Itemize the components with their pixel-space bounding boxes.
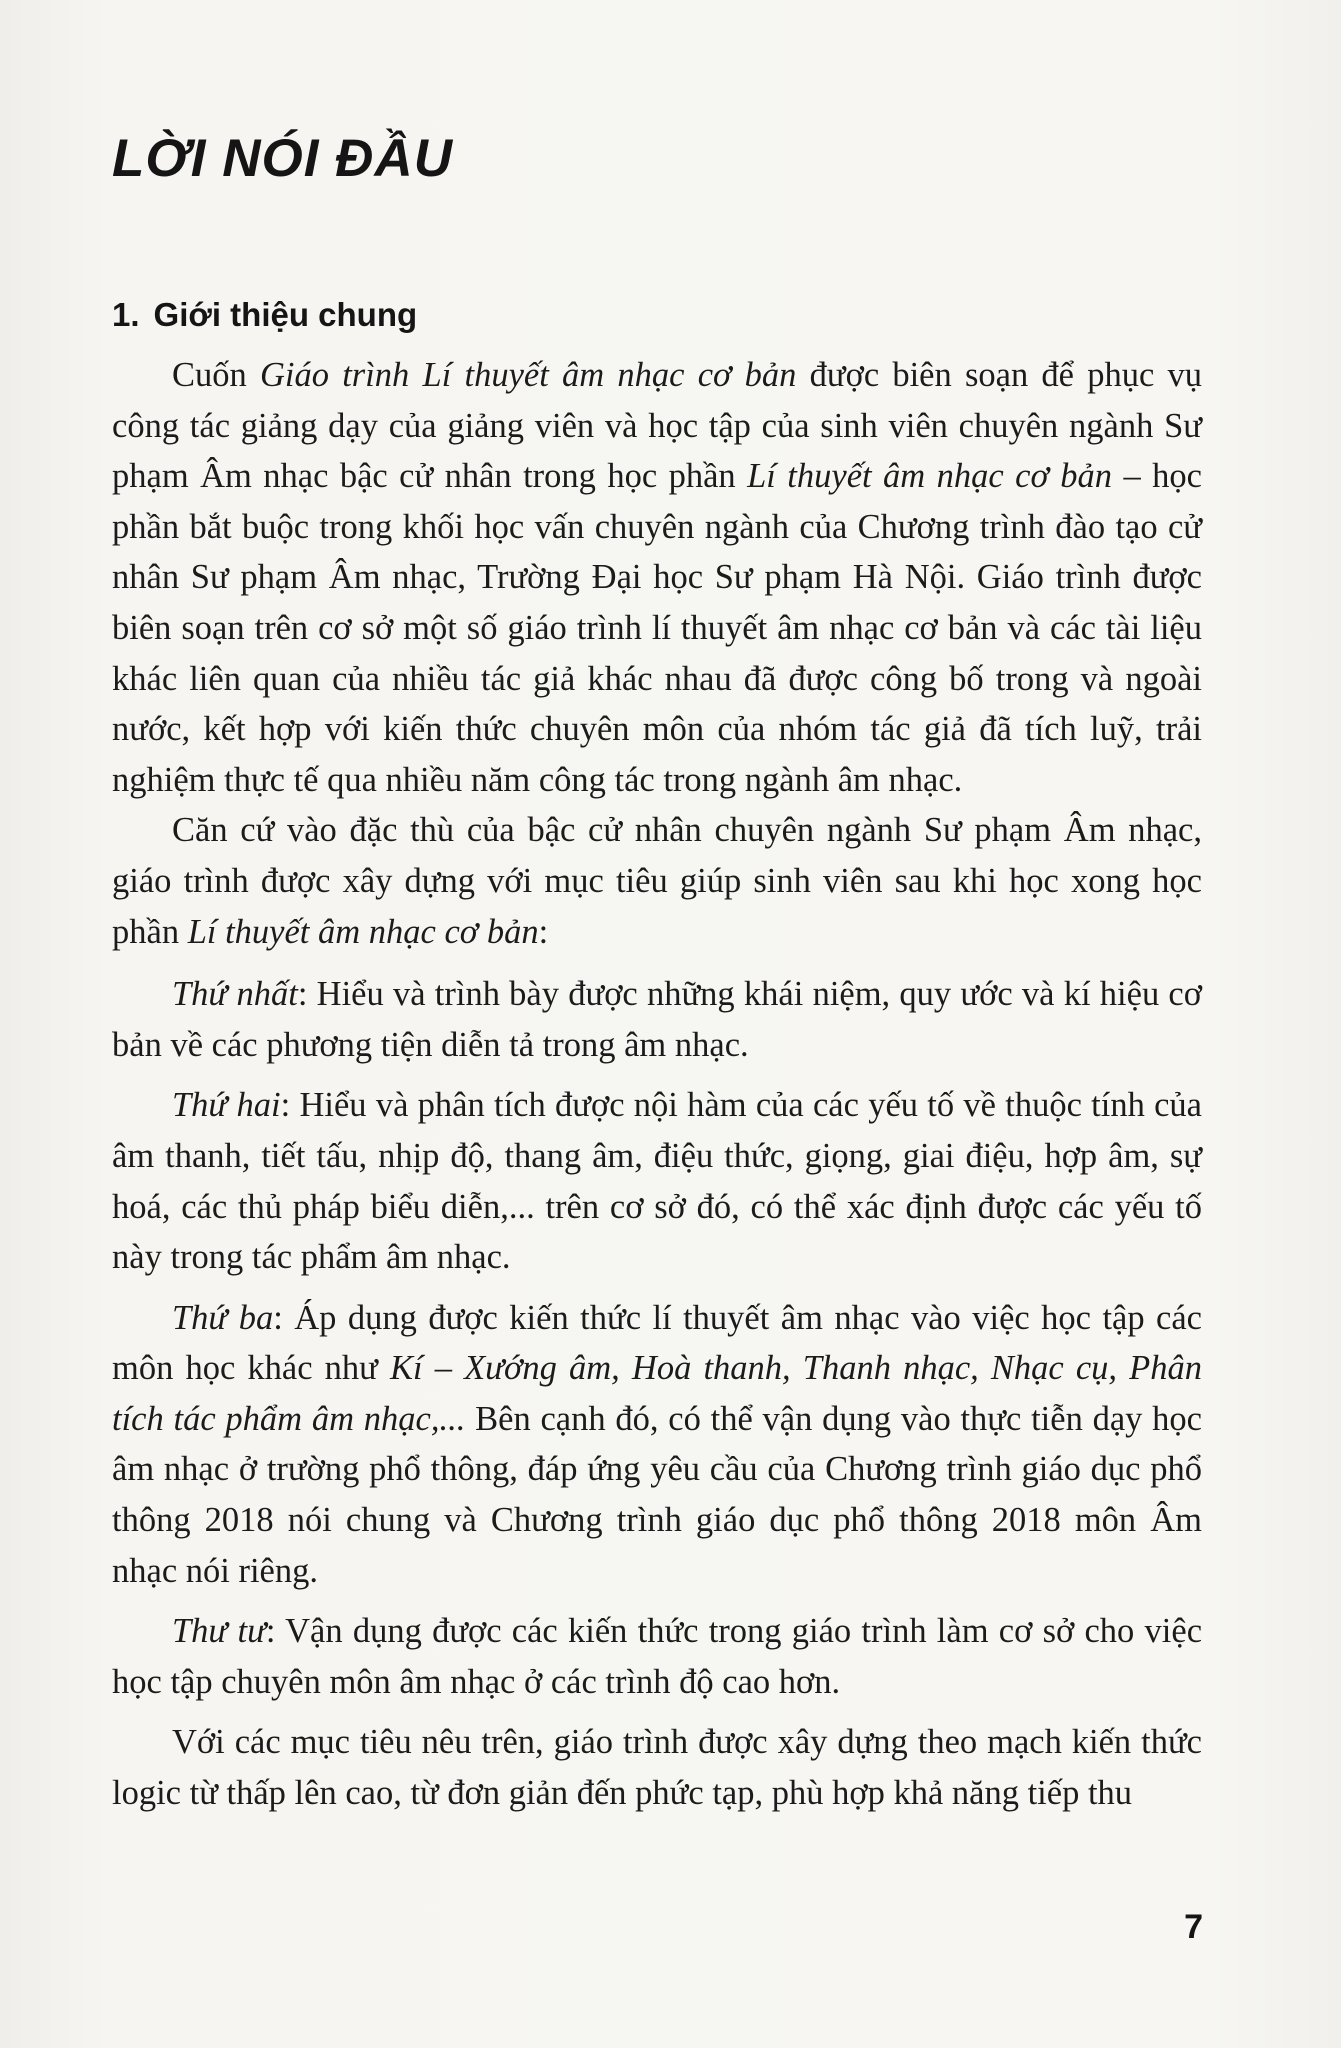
section-number: 1. [112, 296, 140, 333]
goal-label: Thứ ba [172, 1298, 274, 1337]
text-run: Cuốn [172, 356, 260, 394]
goal-label: Thứ nhất [172, 975, 298, 1014]
text-run: học phần bắt buộc trong khối học vấn chuyên ngành của Chương trình đào tạo cử nhân Sư phạm Âm nhạc, Trường Đại học Sư phạm Hà Nội. Giáo trình được biên soạn trên cơ sở một số giáo trình lí thuyết âm nhạc cơ bản và các tài liệu khác liên quan của nhiều tác giả khác nhau đã được công bố trong và ngoài nước, kết hợp với kiến thức chuyên môn của nhóm tác giả đã tích luỹ, trải nghiệm thực tế qua nhiều năm công tác trong ngành âm nhạc. [112, 457, 1202, 799]
book-title: Giáo trình Lí thuyết âm nhạc cơ bản [259, 356, 797, 394]
text-run: : Hiểu và phân tích được nội hàm của các yếu tố về thuộc tính của âm thanh, tiết tấu, nhịp độ, thang âm, điệu thức, giọng, giai điệu, hợp âm, sự hoá, các thủ pháp biểu diễn,... trên cơ sở đó, có thể xác định được các yếu tố này trong tác phẩm âm nhạc. [112, 1086, 1202, 1277]
section-title: Giới thiệu chung [153, 296, 418, 333]
body-text [112, 350, 1202, 1829]
page-number: 7 [1184, 1908, 1203, 1946]
text-run: : [538, 912, 549, 951]
text-run: được biên soạn để phục vụ công tác giảng dạy của giảng viên và học tập của sinh viên chuyên ngành Sư phạm Âm nhạc bậc cử nhân trong học phần [112, 356, 1202, 496]
paragraph-closing: Với các mục tiêu nêu trên, giáo trình được xây dựng theo mạch kiến thức logic từ thấp lên cao, từ đơn giản đến phức tạp, phù hợp khả năng tiếp thu [112, 1723, 1202, 1813]
text-run: Bên cạnh đó, có thể vận dụng vào thực tiễn dạy học âm nhạc ở trường phổ thông, đáp ứng yêu cầu của Chương trình giáo dục phổ thông 2018 nói chung và Chương trình giáo dục phổ thông 2018 môn Âm nhạc nói riêng. [112, 1399, 1202, 1590]
text-run: Căn cứ vào đặc thù của bậc cử nhân chuyên ngành Sư phạm Âm nhạc, giáo trình được xây dựng với mục tiêu giúp sinh viên sau khi học xong học phần [112, 811, 1202, 951]
section-heading [112, 296, 417, 334]
paragraph-goals [112, 805, 1202, 957]
course-name: Lí thuyết âm nhạc cơ bản [187, 912, 539, 951]
text-run: : Vận dụng được các kiến thức trong giáo trình làm cơ sở cho việc học tập chuyên môn âm nhạc ở các trình độ cao hơn. [112, 1612, 1203, 1701]
goal-label: Thứ hai [172, 1086, 281, 1125]
paragraph-goal-first [112, 969, 1202, 1070]
text-run: : Hiểu và trình bày được những khái niệm, quy ước và kí hiệu cơ bản về các phương tiện diễn tả trong âm nhạc. [112, 975, 1202, 1064]
course-name: Lí thuyết âm nhạc cơ bản – [747, 457, 1141, 496]
goal-label: Thư tư [172, 1612, 266, 1651]
paragraph-intro [112, 350, 1202, 805]
page-title: LỜI NÓI ĐẦU [112, 129, 453, 188]
subject-list: Kí – Xướng âm, Hoà thanh, Thanh nhạc, Nhạc cụ, Phân tích tác phẩm âm nhạc,... [112, 1349, 1202, 1438]
text-run: : Áp dụng được kiến thức lí thuyết âm nhạc vào việc học tập các môn học khác như [112, 1298, 1202, 1388]
paragraph-goal-third [112, 1293, 1202, 1597]
paragraph-goal-fourth [112, 1606, 1202, 1707]
paragraph-goal-second [112, 1080, 1202, 1282]
